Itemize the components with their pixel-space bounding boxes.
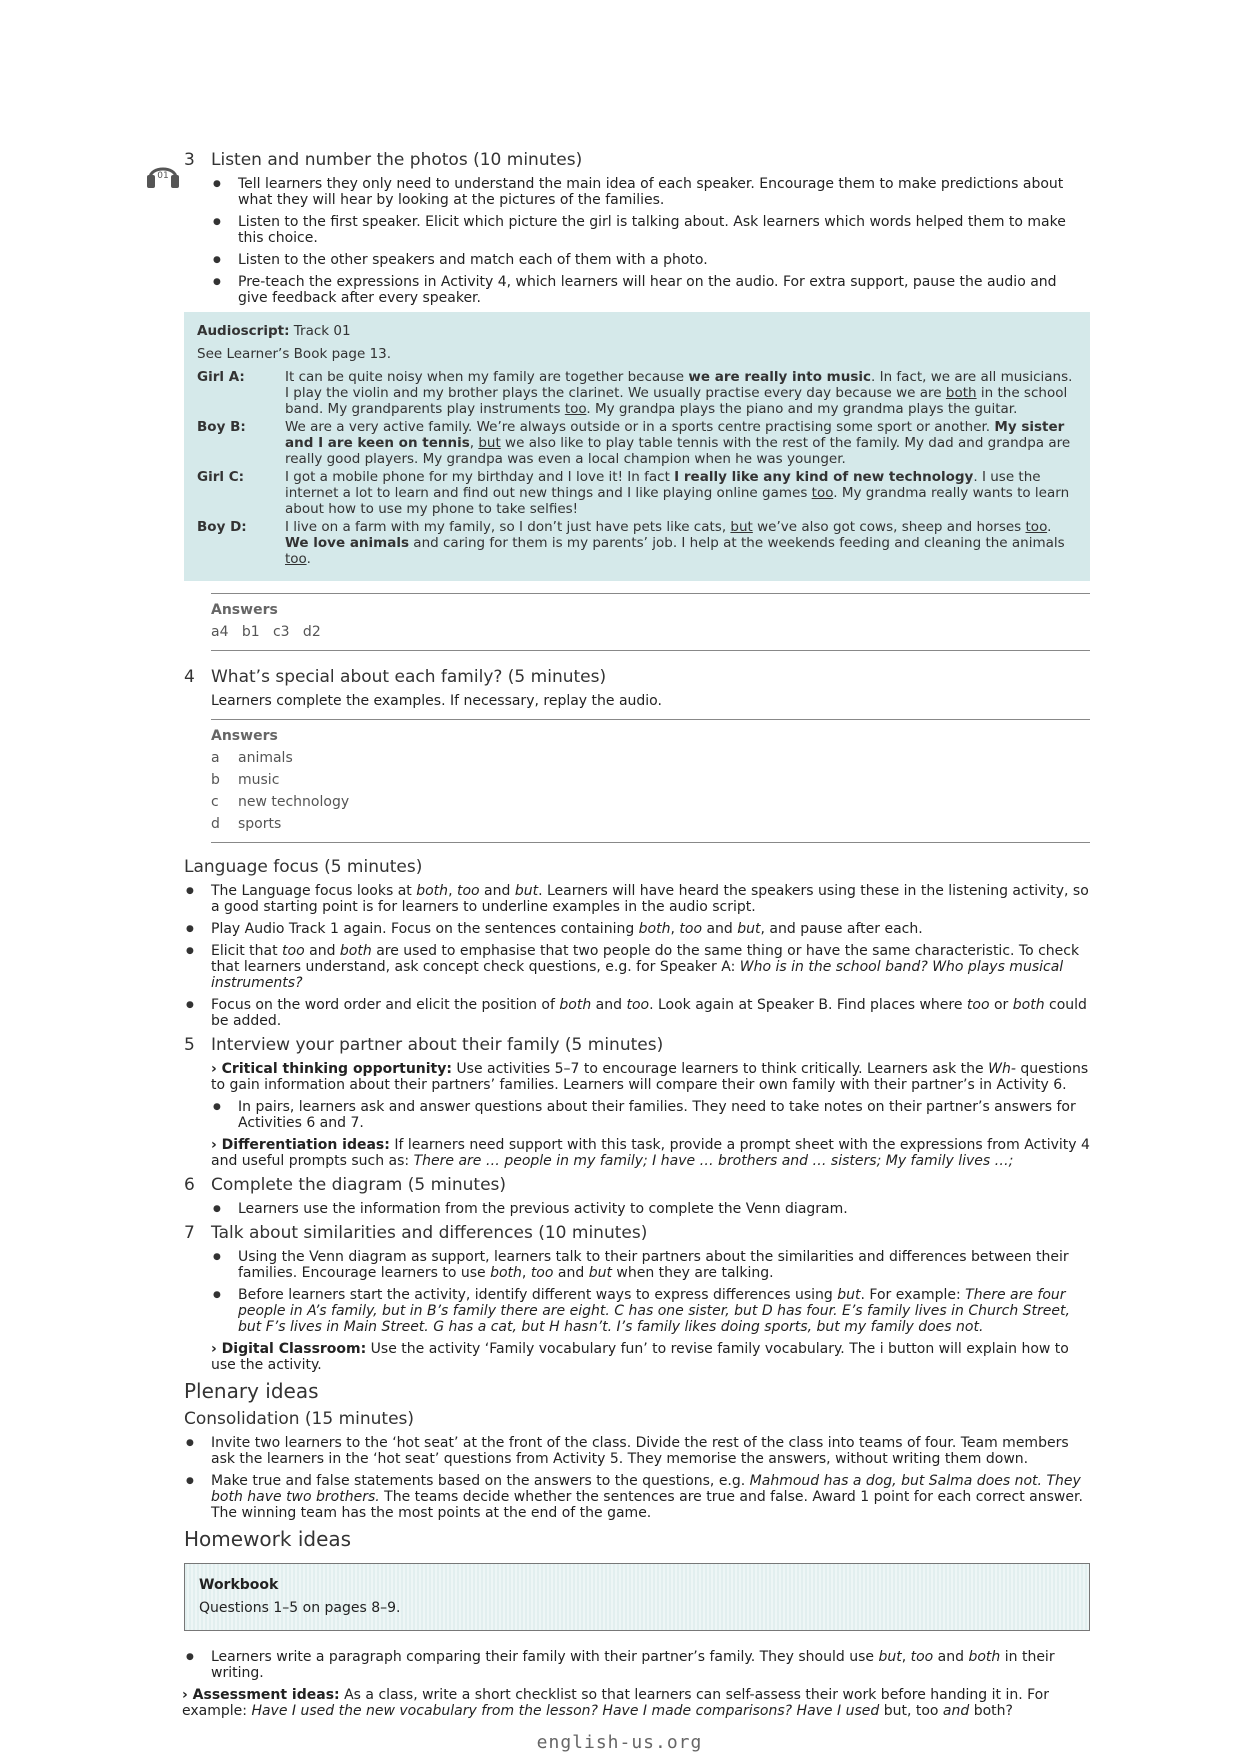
speaker-name: Girl A: — [197, 369, 245, 385]
list-item: ● The Language focus looks at both, too and but. Learners will have heard the speakers using these in the listening activity, so a good starting point is for learners to underline examples in the audio script. — [184, 883, 1090, 915]
list-item: ● Learners write a paragraph comparing their family with their partner’s family. They should use but, too and both in their writing. — [184, 1649, 1090, 1681]
list-item: ● Elicit that too and both are used to emphasise that two people do the same thing or have the same characteristic. To check that learners understand, ask concept check questions, e.g. for Speaker A: Who is in the school band? Who plays musical instruments? — [184, 943, 1090, 991]
activity-5-bullets — [211, 1099, 1090, 1131]
activity-title: Complete the diagram (5 minutes) — [211, 1175, 507, 1195]
answer-row: b music — [211, 772, 280, 788]
plenary-bullets — [184, 1435, 1090, 1521]
activity-3-heading — [184, 150, 1090, 170]
answer-row: a animals — [211, 750, 293, 766]
activity-7-heading — [184, 1223, 1090, 1243]
headphones-icon — [145, 156, 181, 192]
list-item: ● Focus on the word order and elicit the position of both and too. Look again at Speaker B. Find places where too or both could be added. — [184, 997, 1090, 1029]
chevron-right-icon: › — [211, 1137, 217, 1153]
audioscript-box — [184, 312, 1090, 581]
answers-text: a4 b1 c3 d2 — [211, 624, 321, 640]
language-focus-heading: Language focus (5 minutes) — [184, 857, 423, 877]
speaker-girl-a — [197, 369, 1077, 417]
activity-4-text: Learners complete the examples. If necessary, replay the audio. — [211, 693, 662, 709]
workbook-label: Workbook — [199, 1577, 279, 1593]
speaker-boy-b — [197, 419, 1077, 467]
list-item: ● Make true and false statements based on the answers to the questions, e.g. Mahmoud has a dog, but Salma does not. They both have two brothers. The teams decide whether the sentences are true and false. Award 1 point for each correct answer. The winning team has the most points at the end of the game. — [184, 1473, 1090, 1521]
list-item: ● Pre-teach the expressions in Activity 4, which learners will hear on the audio. For extra support, pause the audio and give feedback after every speaker. — [211, 274, 1090, 306]
critical-thinking-tip: › Critical thinking opportunity: Use activities 5–7 to encourage learners to think critically. Learners ask the Wh- questions to gain information about their partners’ families. Learners will compare their own family with their partner’s in Activity 6. — [211, 1061, 1089, 1093]
answers-label: Answers — [211, 602, 278, 618]
answers-label: Answers — [211, 728, 278, 744]
activity-title: Interview your partner about their family (5 minutes) — [211, 1035, 664, 1055]
homework-heading: Homework ideas — [184, 1527, 352, 1551]
activity-4-answers — [211, 719, 1090, 843]
list-item: ● Learners use the information from the previous activity to complete the Venn diagram. — [211, 1201, 1090, 1217]
activity-6-bullets — [211, 1201, 1090, 1217]
activity-title: Listen and number the photos (10 minutes) — [211, 150, 583, 170]
chevron-right-icon: › — [211, 1341, 217, 1357]
speaker-text: We are a very active family. We’re always outside or in a sports centre practising some sport or another. My sister and I are keen on tennis, but we also like to play table tennis with the rest of the family. My dad and grandpa are really good players. My grandpa was even a local champion when he was younger. — [285, 419, 1071, 467]
list-item: ● Listen to the other speakers and match each of them with a photo. — [211, 252, 1090, 268]
speaker-name: Boy B: — [197, 419, 246, 435]
audioscript-track: Track 01 — [293, 323, 351, 339]
activity-number: 6 — [184, 1175, 195, 1195]
activity-3-answers — [211, 593, 1090, 651]
digital-classroom-tip: › Digital Classroom: Use the activity ‘Family vocabulary fun’ to revise family vocabulary. The i button will explain how to use the activity. — [211, 1341, 1069, 1373]
activity-7-bullets — [211, 1249, 1090, 1335]
list-item: ● Listen to the first speaker. Elicit which picture the girl is talking about. Ask learners which words helped them to make this choice. — [211, 214, 1090, 246]
speaker-name: Girl C: — [197, 469, 244, 485]
speaker-text: I got a mobile phone for my birthday and I love it! In fact I really like any kind of new technology. I use the internet a lot to learn and find out new things and I like playing online games too. My grandma really wants to learn about how to use my phone to take selfies! — [285, 469, 1070, 517]
speaker-name: Boy D: — [197, 519, 247, 535]
chevron-right-icon: › — [211, 1061, 217, 1077]
activity-6-heading — [184, 1175, 1090, 1195]
track-number-label: 01 — [157, 171, 169, 181]
plenary-heading: Plenary ideas — [184, 1379, 319, 1403]
activity-4-heading — [184, 667, 1090, 687]
workbook-text: Questions 1–5 on pages 8–9. — [199, 1600, 401, 1616]
differentiation-tip: › Differentiation ideas: If learners need support with this task, provide a prompt sheet with the expressions from Activity 4 and useful prompts such as: There are … people in my family; I have … brothers and … sisters; My family lives …; — [211, 1137, 1090, 1169]
speaker-girl-c — [197, 469, 1077, 517]
activity-5-heading — [184, 1035, 1090, 1055]
list-item: ● Tell learners they only need to understand the main idea of each speaker. Encourage them to make predictions about what they will hear by looking at the pictures of the families. — [211, 176, 1090, 208]
language-focus-bullets — [184, 883, 1090, 1029]
speaker-text: It can be quite noisy when my family are together because we are really into music. In fact, we are all musicians. I play the violin and my brother plays the clarinet. We usually practise every day because we are both in the school band. My grandparents play instruments too. My grandpa plays the piano and my grandma plays the guitar. — [285, 369, 1073, 417]
page-content — [184, 150, 1090, 1719]
chevron-right-icon: › — [182, 1687, 188, 1703]
list-item: ● Using the Venn diagram as support, learners talk to their partners about the similarities and differences between their families. Encourage learners to use both, too and but when they are talking. — [211, 1249, 1090, 1281]
speaker-boy-d — [197, 519, 1077, 567]
answer-row: c new technology — [211, 794, 350, 810]
audioscript-header — [197, 323, 1077, 339]
activity-number: 7 — [184, 1223, 195, 1243]
list-item: ● Before learners start the activity, identify different ways to express differences using but. For example: There are four people in A’s family, but in B’s family there are eight. C has one sister, but D has four. E’s family lives in Church Street, but F’s lives in Main Street. G has a cat, but H hasn’t. I’s family likes doing sports, but my family does not. — [211, 1287, 1090, 1335]
list-item: ● Play Audio Track 1 again. Focus on the sentences containing both, too and but, and pause after each. — [184, 921, 1090, 937]
homework-bullets — [184, 1649, 1090, 1681]
audioscript-label: Audioscript: — [197, 323, 290, 339]
activity-number: 4 — [184, 667, 195, 687]
workbook-box — [184, 1563, 1090, 1631]
list-item: ● In pairs, learners ask and answer questions about their families. They need to take notes on their partner’s answers for Activities 6 and 7. — [211, 1099, 1090, 1131]
activity-3-bullets — [211, 176, 1090, 306]
audioscript-reference: See Learner’s Book page 13. — [197, 346, 392, 362]
activity-title: What’s special about each family? (5 minutes) — [211, 667, 607, 687]
consolidation-heading: Consolidation (15 minutes) — [184, 1409, 415, 1429]
assessment-tip: › Assessment ideas: As a class, write a short checklist so that learners can self-assess their work before handing it in. For example: Have I used the new vocabulary from the lesson? Have I made comparisons? Have I used but, too and both? — [182, 1687, 1049, 1719]
activity-number: 3 — [184, 150, 195, 170]
footer-watermark: english-us.org — [536, 1732, 703, 1753]
activity-title: Talk about similarities and differences (10 minutes) — [211, 1223, 648, 1243]
speaker-text: I live on a farm with my family, so I don’t just have pets like cats, but we’ve also got cows, sheep and horses too. We love animals and caring for them is my parents’ job. I help at the weekends feeding and cleaning the animals too. — [285, 519, 1065, 567]
answer-row: d sports — [211, 816, 282, 832]
activity-number: 5 — [184, 1035, 195, 1055]
list-item: ● Invite two learners to the ‘hot seat’ at the front of the class. Divide the rest of the class into teams of four. Team members ask the learners in the ‘hot seat’ questions from Activity 5. They memorise the answers, without writing them down. — [184, 1435, 1090, 1467]
